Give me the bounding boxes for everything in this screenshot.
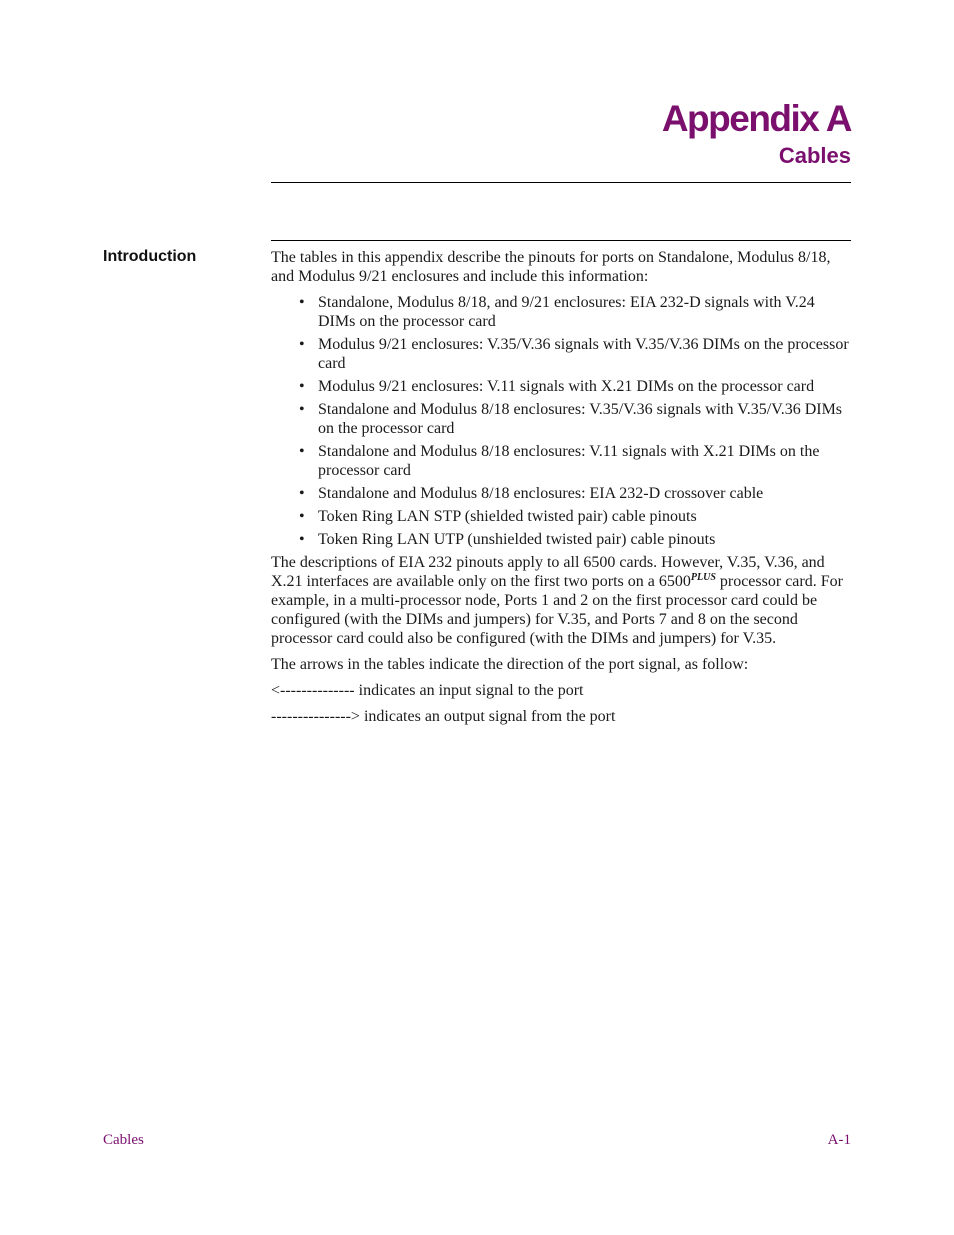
plus-superscript: PLUS [690,572,716,583]
list-item-text: Standalone and Modulus 8/18 enclosures: EIA 232-D crossover cable [318,485,764,502]
list-item-text: Token Ring LAN UTP (unshielded twisted pair) cable pinouts [318,531,716,548]
bullet-list [271,293,853,549]
list-item [271,293,853,331]
bullet-icon: • [299,378,305,395]
list-item [271,530,853,549]
arrows-paragraph: The arrows in the tables indicate the direction of the port signal, as follow: [271,656,749,673]
list-item [271,484,853,503]
list-item-text: Standalone and Modulus 8/18 enclosures: V.11 signals with X.21 DIMs on the processor card [318,443,820,479]
chapter-title: Appendix A [661,98,851,139]
bullet-icon: • [299,294,305,311]
list-item-text: Modulus 9/21 enclosures: V.35/V.36 signals with V.35/V.36 DIMs on the processor card [318,336,849,372]
section-divider [271,240,851,241]
bullet-icon: • [299,485,305,502]
list-item [271,400,853,438]
bullet-icon: • [299,401,305,418]
footer-section-name: Cables [103,1132,144,1148]
section-heading: Introduction [103,248,197,265]
chapter-subtitle: Cables [778,143,851,168]
bullet-icon: • [299,531,305,548]
intro-paragraph: The tables in this appendix describe the pinouts for ports on Standalone, Modulus 8/18, and Modulus 9/21 enclosures and include this information: [271,249,831,285]
list-item [271,507,853,526]
list-item [271,442,853,480]
list-item-text: Modulus 9/21 enclosures: V.11 signals with X.21 DIMs on the processor card [318,378,815,395]
bullet-icon: • [299,443,305,460]
list-item [271,335,853,373]
descriptions-text-end: processor card. For example, in a multi-processor node, Ports 1 and 2 on the first processor card could be configured (with the DIMs and jumpers) for V.35, and Ports 7 and 8 on the second processor card could also be configured (with the DIMs and jumpers) for V.35. [271,573,843,647]
bullet-icon: • [299,508,305,525]
output-arrow-line: ---------------> indicates an output signal from the port [271,708,616,725]
section-body [271,248,853,733]
bullet-icon: • [299,336,305,353]
list-item-text: Standalone, Modulus 8/18, and 9/21 enclosures: EIA 232-D signals with V.24 DIMs on the processor card [318,294,815,330]
list-item [271,377,853,396]
descriptions-text-start: The descriptions of EIA 232 pinouts apply to all 6500 cards. However, V.35, V.36, and X.21 interfaces are available only on the first two ports on a 6500 [271,554,825,590]
input-arrow-line: <-------------- indicates an input signal to the port [271,682,584,699]
descriptions-paragraph [271,553,853,648]
list-item-text: Standalone and Modulus 8/18 enclosures: V.35/V.36 signals with V.35/V.36 DIMs on the processor card [318,401,843,437]
footer-page-number: A-1 [827,1132,851,1148]
title-divider [271,182,851,183]
list-item-text: Token Ring LAN STP (shielded twisted pair) cable pinouts [318,508,697,525]
